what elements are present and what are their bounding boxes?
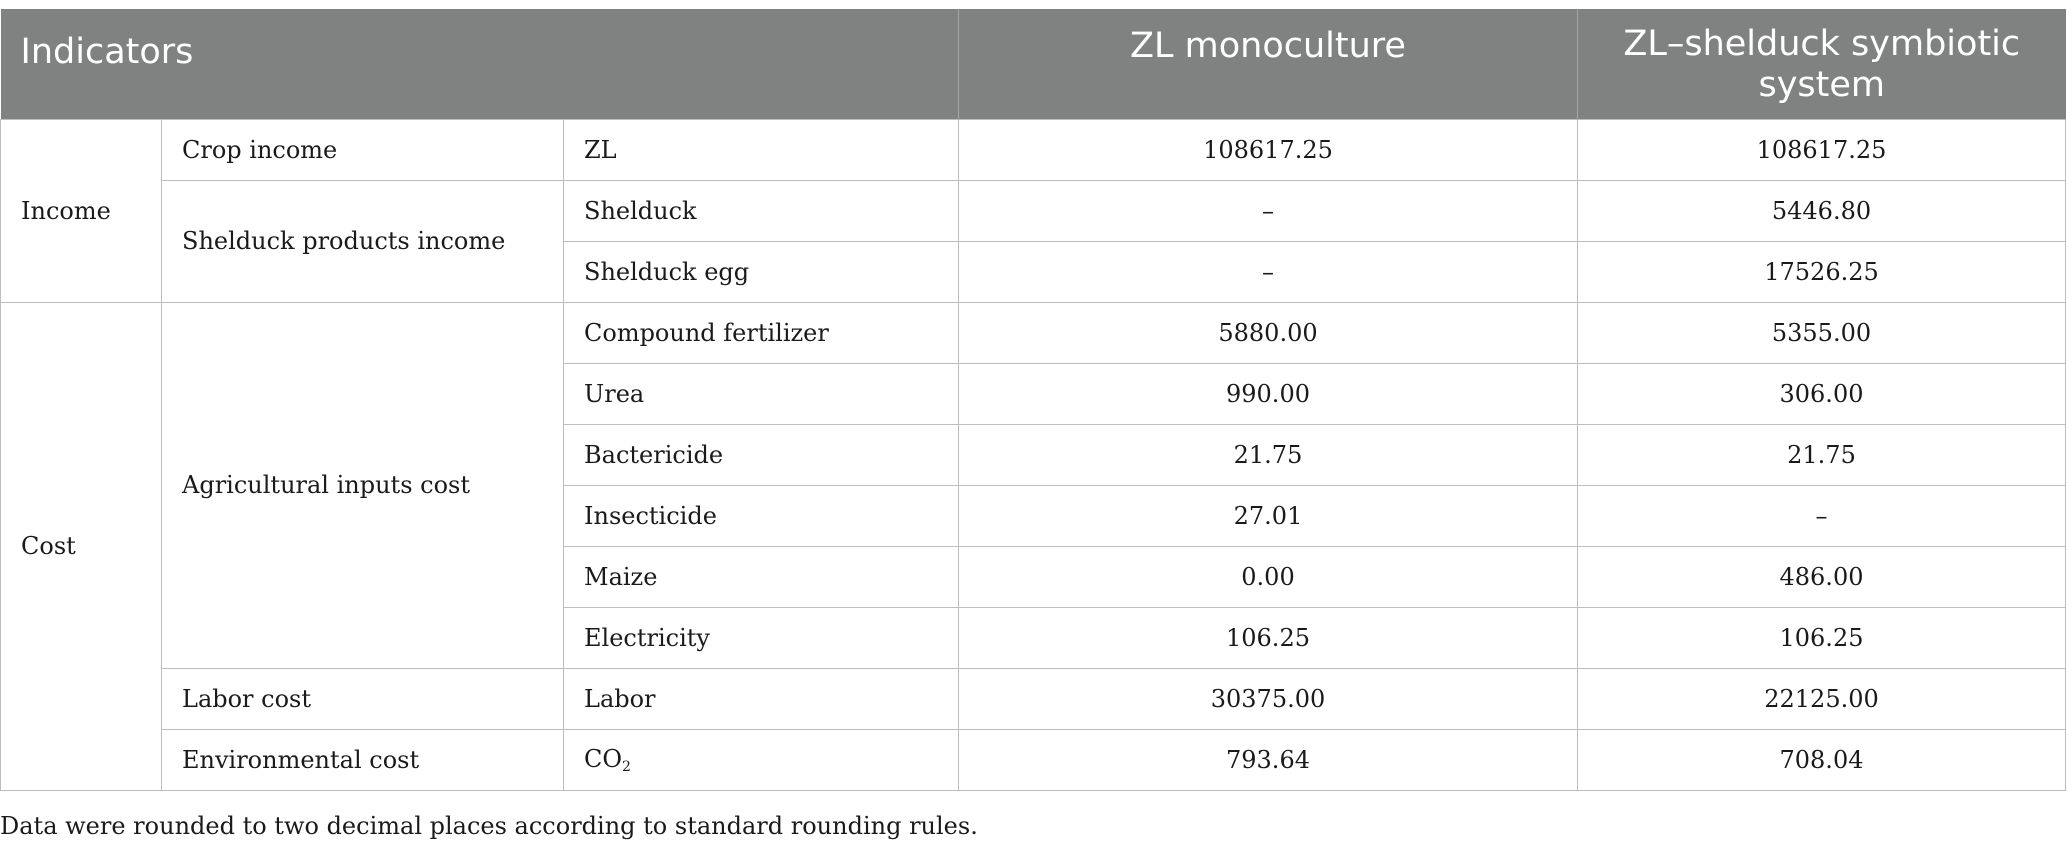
table-body xyxy=(1,119,2066,790)
header-row xyxy=(1,9,2066,119)
category-cell: Crop income xyxy=(162,119,564,180)
item-cell: Urea xyxy=(564,363,959,424)
mono-value-cell: 27.01 xyxy=(959,485,1578,546)
data-table xyxy=(0,9,2066,791)
item-cell: Electricity xyxy=(564,607,959,668)
item-cell: Shelduck xyxy=(564,180,959,241)
sym-value-cell: – xyxy=(1578,485,2066,546)
data-table-container xyxy=(0,9,2067,791)
table-row xyxy=(1,729,2066,790)
table-footnote: Data were rounded to two decimal places according to standard rounding rules. xyxy=(0,812,978,840)
group-income: Income xyxy=(1,119,162,302)
table-row xyxy=(1,180,2066,241)
table-row xyxy=(1,668,2066,729)
table-row xyxy=(1,119,2066,180)
category-cell: Agricultural inputs cost xyxy=(162,302,564,668)
header-indicators: Indicators xyxy=(1,9,959,119)
mono-value-cell: 30375.00 xyxy=(959,668,1578,729)
item-cell: Shelduck egg xyxy=(564,241,959,302)
category-cell: Environmental cost xyxy=(162,729,564,790)
item-cell-co2 xyxy=(564,729,959,790)
sym-value-cell: 5446.80 xyxy=(1578,180,2066,241)
sym-value-cell: 22125.00 xyxy=(1578,668,2066,729)
sym-value-cell: 108617.25 xyxy=(1578,119,2066,180)
sym-value-cell: 17526.25 xyxy=(1578,241,2066,302)
mono-value-cell: 106.25 xyxy=(959,607,1578,668)
mono-value-cell: 793.64 xyxy=(959,729,1578,790)
category-cell: Shelduck products income xyxy=(162,180,564,302)
group-cost: Cost xyxy=(1,302,162,790)
co2-subscript: 2 xyxy=(622,758,631,775)
sym-value-cell: 708.04 xyxy=(1578,729,2066,790)
mono-value-cell: 108617.25 xyxy=(959,119,1578,180)
sym-value-cell: 21.75 xyxy=(1578,424,2066,485)
mono-value-cell: 0.00 xyxy=(959,546,1578,607)
table-row xyxy=(1,302,2066,363)
mono-value-cell: – xyxy=(959,180,1578,241)
header-zl-shelduck-system xyxy=(1578,9,2066,119)
item-cell: Compound fertilizer xyxy=(564,302,959,363)
mono-value-cell: 990.00 xyxy=(959,363,1578,424)
item-cell: Maize xyxy=(564,546,959,607)
header-sym-line1: ZL–shelduck symbiotic xyxy=(1623,24,2021,64)
header-zl-monoculture: ZL monoculture xyxy=(959,9,1578,119)
item-cell: Bactericide xyxy=(564,424,959,485)
sym-value-cell: 106.25 xyxy=(1578,607,2066,668)
co2-base: CO xyxy=(584,744,623,773)
category-cell: Labor cost xyxy=(162,668,564,729)
mono-value-cell: 21.75 xyxy=(959,424,1578,485)
header-sym-line2: system xyxy=(1758,65,1886,105)
mono-value-cell: – xyxy=(959,241,1578,302)
item-cell: ZL xyxy=(564,119,959,180)
table-header xyxy=(1,9,2066,119)
sym-value-cell: 5355.00 xyxy=(1578,302,2066,363)
sym-value-cell: 306.00 xyxy=(1578,363,2066,424)
item-cell: Labor xyxy=(564,668,959,729)
item-cell: Insecticide xyxy=(564,485,959,546)
mono-value-cell: 5880.00 xyxy=(959,302,1578,363)
sym-value-cell: 486.00 xyxy=(1578,546,2066,607)
